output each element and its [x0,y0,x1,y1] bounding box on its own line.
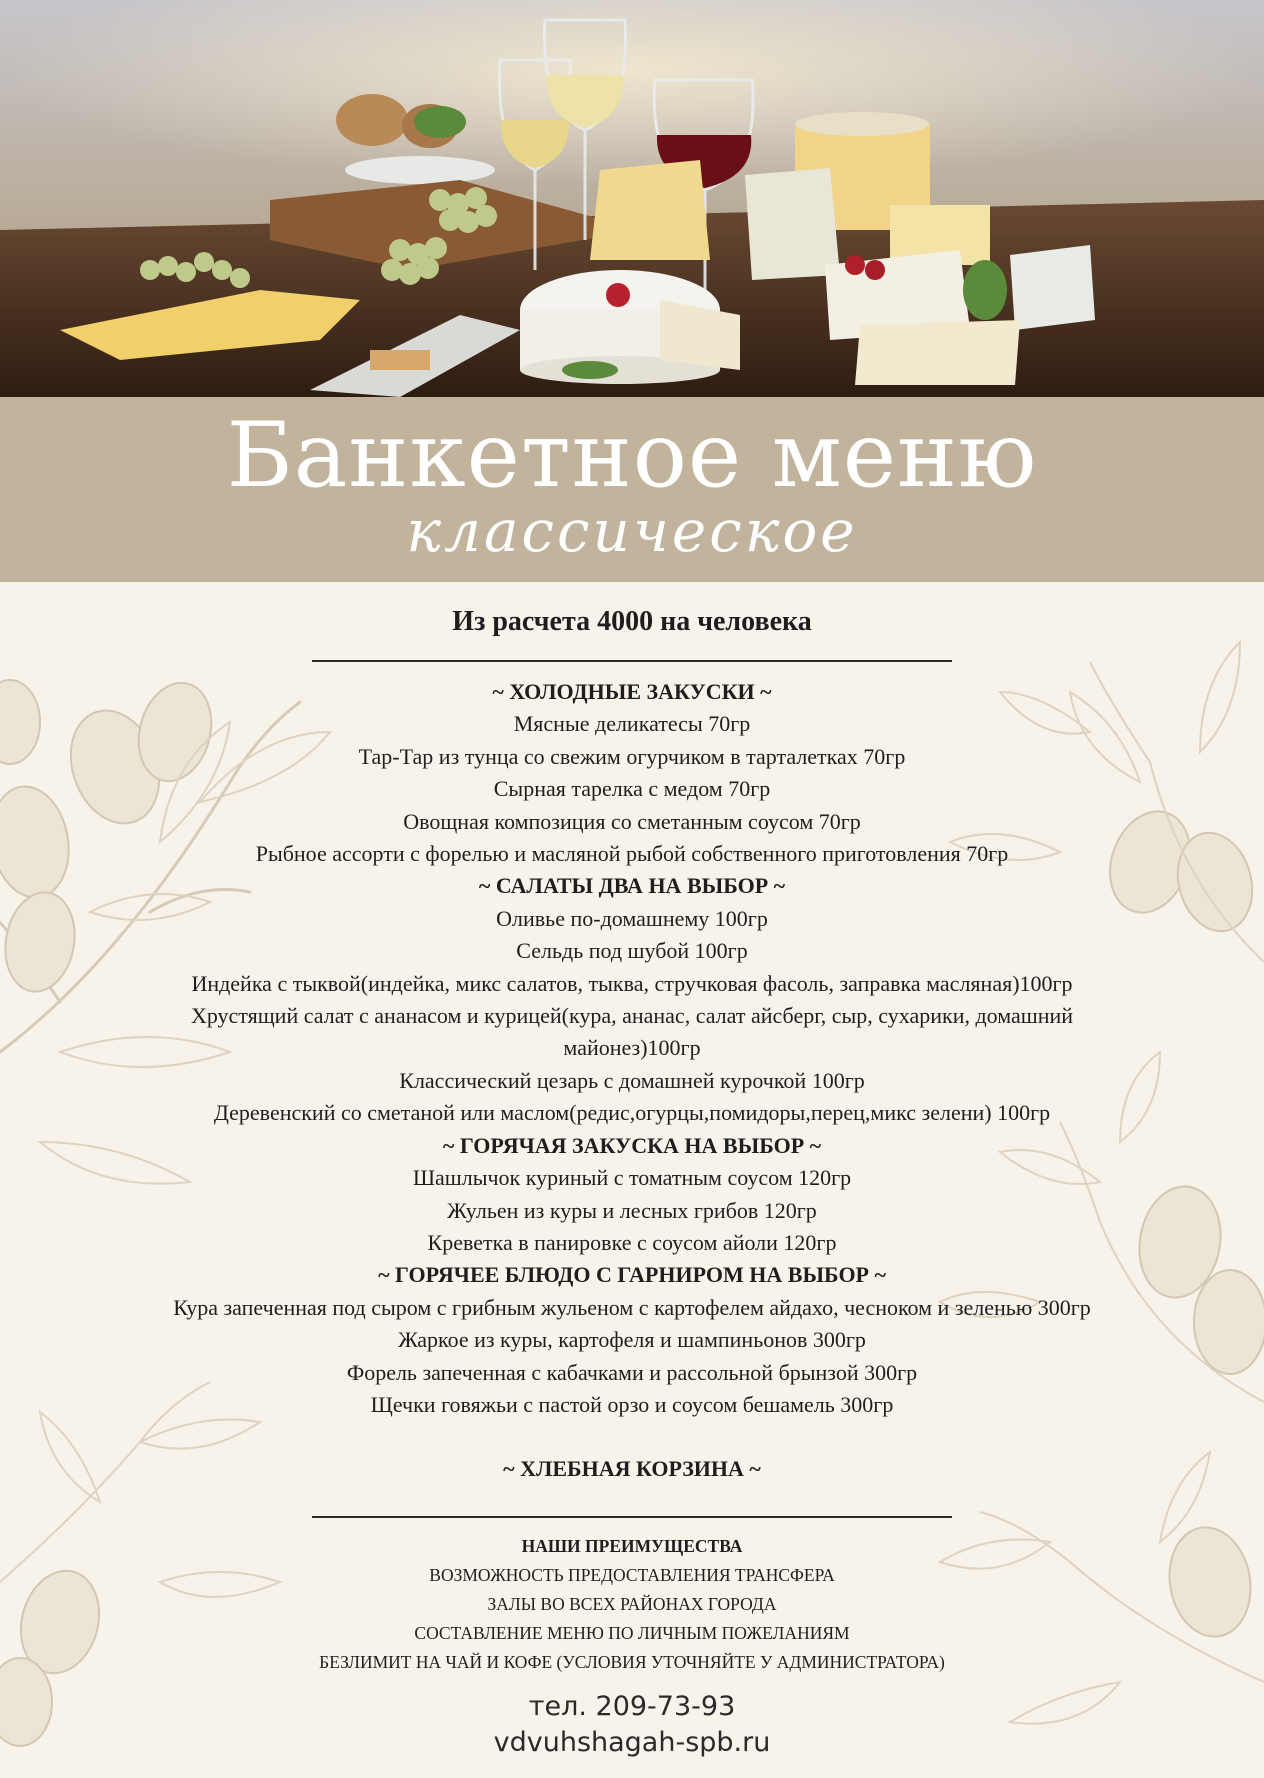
menu-item: Форель запеченная с кабачками и рассольной брынзой 300гр [346,1359,918,1385]
bread-basket-heading: ~ ХЛЕБНАЯ КОРЗИНА ~ [503,1456,761,1482]
menu-item: Мясные деликатесы 70гр [513,711,751,737]
menu-item: Жаркое из куры, картофеля и шампиньонов 300гр [398,1327,866,1353]
menu-content [0,600,1264,1761]
hero-image [0,0,1264,397]
section-heading: ~ ГОРЯЧАЯ ЗАКУСКА НА ВЫБОР ~ [442,1132,822,1158]
advantage-item: БЕЗЛИМИТ НА ЧАЙ И КОФЕ (УСЛОВИЯ УТОЧНЯЙТЕ У АДМИНИСТРАТОРА) [319,1651,945,1672]
section-heading: ~ САЛАТЫ ДВА НА ВЫБОР ~ [478,873,786,899]
divider-bottom [312,1516,952,1518]
section-heading: ~ ГОРЯЧЕЕ БЛЮДО С ГАРНИРОМ НА ВЫБОР ~ [378,1262,886,1288]
menu-item: Щечки говяжьи с пастой орзо и соусом бешамель 300гр [370,1391,894,1417]
menu-item: Шашлычок куриный с томатным соусом 120гр [412,1165,852,1191]
menu-item: Хрустящий салат с ананасом и курицей(кура, ананас, салат айсберг, сыр, сухарики, домашний майонез)100гр [190,1003,1074,1061]
menu-item: Оливье по-домашнему 100гр [496,905,768,931]
menu-item: Деревенский со сметаной или маслом(редис,огурцы,помидоры,перец,микс зелени) 100гр [213,1100,1051,1126]
menu-item: Креветка в панировке с соусом айоли 120гр [427,1229,837,1255]
menu-item: Кура запеченная под сыром с грибным жульеном с картофелем айдахо, чесноком и зеленью 300гр [173,1294,1091,1320]
contacts-block [0,1689,1264,1761]
advantage-item: ВОЗМОЖНОСТЬ ПРЕДОСТАВЛЕНИЯ ТРАНСФЕРА [429,1564,835,1585]
advantages-title: НАШИ ПРЕИМУЩЕСТВА [521,1535,743,1556]
menu-item: Овощная композиция со сметанным соусом 70гр [403,808,861,834]
menu-item: Классический цезарь с домашней курочкой 100гр [399,1067,865,1093]
page-subtitle: классическое [406,497,858,565]
menu-item: Сырная тарелка с медом 70гр [493,776,771,802]
menu-item: Тар-Тар из тунца со свежим огурчиком в тарталетках 70гр [358,743,906,769]
section-hot-appetizer [0,1130,1264,1260]
menu-item: Рыбное ассорти с форелью и масляной рыбой собственного приготовления 70гр [255,841,1009,867]
advantages-block [0,1532,1264,1677]
menu-item: Индейка с тыквой(индейка, микс салатов, тыква, стручковая фасоль, заправка масляная)100гр [191,970,1073,996]
phone-number[interactable]: тел. 209-73-93 [528,1690,736,1722]
page-title: Банкетное меню [226,403,1038,508]
website-link[interactable]: vdvuhshagah-spb.ru [493,1726,771,1758]
price-per-person: Из расчета 4000 на человека [452,606,812,637]
section-heading: ~ ХОЛОДНЫЕ ЗАКУСКИ ~ [492,679,772,704]
section-main-course [0,1259,1264,1421]
section-cold-appetizers [0,676,1264,870]
section-salads [0,870,1264,1129]
advantage-item: ЗАЛЫ ВО ВСЕХ РАЙОНАХ ГОРОДА [487,1593,777,1614]
cheese-wine-platter-illustration [0,0,1264,397]
menu-item: Сельдь под шубой 100гр [516,938,748,964]
advantage-item: СОСТАВЛЕНИЕ МЕНЮ ПО ЛИЧНЫМ ПОЖЕЛАНИЯМ [414,1622,850,1643]
divider-top [312,660,952,662]
menu-item: Жульен из куры и лесных грибов 120гр [447,1197,817,1223]
